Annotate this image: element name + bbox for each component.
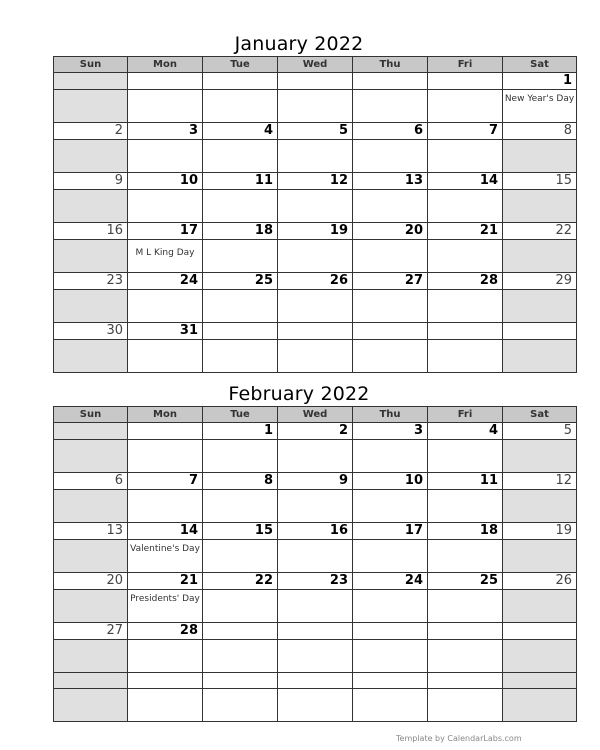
day-number: 10 [353,473,428,490]
day-cell [353,590,428,623]
day-cell [203,673,278,689]
day-number: 19 [503,523,577,540]
day-number: 21 [428,223,503,240]
weekday-header: Tue [203,407,278,423]
day-cell [503,240,577,273]
week-notes-row [54,340,577,373]
day-cell [128,190,203,223]
week-number-row [54,223,577,240]
day-cell [503,540,577,573]
day-number: 2 [54,123,128,140]
day-number: 1 [503,73,577,90]
day-cell [353,640,428,673]
day-cell [128,640,203,673]
weekday-header: Fri [428,57,503,73]
day-number: 9 [278,473,353,490]
day-number: 24 [128,273,203,290]
week-notes-row [54,90,577,123]
day-number [503,323,577,340]
weekday-header: Wed [278,57,353,73]
day-number [353,323,428,340]
day-number: 10 [128,173,203,190]
day-cell [503,640,577,673]
day-cell [503,440,577,473]
weekday-header: Mon [128,407,203,423]
month-title-february: February 2022 [228,383,370,405]
week-number-row [54,623,577,640]
week-number-row [54,273,577,290]
day-number [54,73,128,90]
day-number: 13 [54,523,128,540]
week-number-row [54,73,577,90]
day-cell [353,490,428,523]
day-number: 15 [203,523,278,540]
day-cell [503,490,577,523]
day-cell [54,540,128,573]
day-number: 11 [203,173,278,190]
day-cell [128,540,203,573]
weekday-header: Fri [428,407,503,423]
day-number: 24 [353,573,428,590]
day-number: 22 [203,573,278,590]
holiday-label: Presidents' Day [130,594,200,604]
week-notes-row [54,689,577,722]
day-number [203,323,278,340]
weekday-header: Mon [128,57,203,73]
day-cell [54,689,128,722]
day-number: 16 [54,223,128,240]
day-cell [203,540,278,573]
day-number: 4 [428,423,503,440]
day-cell [353,290,428,323]
day-number: 6 [54,473,128,490]
day-cell [428,689,503,722]
day-cell [54,440,128,473]
day-cell [128,90,203,123]
calendar-grid-january [53,56,577,373]
week-number-row [54,523,577,540]
weekday-header: Thu [353,57,428,73]
week-notes-row [54,240,577,273]
day-number [128,423,203,440]
day-cell [128,340,203,373]
week-notes-row [54,440,577,473]
day-cell [428,540,503,573]
day-cell [503,340,577,373]
day-cell [203,340,278,373]
day-number: 27 [353,273,428,290]
day-number: 18 [428,523,503,540]
day-cell [54,240,128,273]
day-cell [503,190,577,223]
day-cell [353,440,428,473]
day-number: 25 [203,273,278,290]
day-cell [203,590,278,623]
day-number: 22 [503,223,577,240]
holiday-label: Valentine's Day [130,544,200,554]
day-number [278,623,353,640]
day-cell [54,490,128,523]
day-cell [128,590,203,623]
day-number: 12 [278,173,353,190]
day-number: 4 [203,123,278,140]
day-number: 8 [503,123,577,140]
day-cell [54,290,128,323]
day-cell [203,190,278,223]
day-number [278,323,353,340]
week-notes-row [54,540,577,573]
day-cell [503,590,577,623]
day-cell [428,190,503,223]
day-cell [503,140,577,173]
day-cell [428,340,503,373]
holiday-label: M L King Day [135,248,195,258]
day-cell [128,689,203,722]
day-number: 23 [278,573,353,590]
day-number: 14 [128,523,203,540]
day-cell [428,90,503,123]
day-cell [353,140,428,173]
day-number: 6 [353,123,428,140]
day-cell [278,240,353,273]
week-number-row [54,423,577,440]
week-notes-row [54,490,577,523]
day-cell [203,290,278,323]
day-number: 15 [503,173,577,190]
day-number: 3 [128,123,203,140]
day-number [503,623,577,640]
day-number: 19 [278,223,353,240]
day-cell [54,590,128,623]
day-cell [353,190,428,223]
day-cell [278,689,353,722]
day-cell [278,540,353,573]
day-cell [278,590,353,623]
day-cell [278,490,353,523]
day-cell [128,290,203,323]
day-cell [428,290,503,323]
day-cell [54,640,128,673]
day-number [278,73,353,90]
week-notes-row [54,673,577,689]
day-number: 7 [428,123,503,140]
day-cell [278,340,353,373]
day-cell [278,673,353,689]
day-number: 14 [428,173,503,190]
day-cell [278,440,353,473]
day-cell [54,140,128,173]
calendar-grid-february [53,406,577,722]
day-number: 31 [128,323,203,340]
day-number: 7 [128,473,203,490]
day-cell [203,689,278,722]
day-number [428,623,503,640]
day-number [428,73,503,90]
week-number-row [54,573,577,590]
day-number [353,73,428,90]
week-notes-row [54,190,577,223]
day-cell [428,590,503,623]
day-number: 17 [353,523,428,540]
day-cell [203,640,278,673]
holiday-label: New Year's Day [504,94,575,104]
day-number: 5 [278,123,353,140]
day-number: 27 [54,623,128,640]
day-number: 29 [503,273,577,290]
footer-credit: Template by CalendarLabs.com [396,734,522,743]
day-number: 16 [278,523,353,540]
weekday-header-row [54,407,577,423]
day-cell [503,290,577,323]
day-number [428,323,503,340]
day-cell [203,440,278,473]
day-number: 9 [54,173,128,190]
day-cell [428,673,503,689]
day-number: 12 [503,473,577,490]
day-cell [353,673,428,689]
weekday-header: Tue [203,57,278,73]
weekday-header: Wed [278,407,353,423]
day-cell [503,673,577,689]
day-cell [428,440,503,473]
weekday-header: Sat [503,57,577,73]
day-cell [128,673,203,689]
week-number-row [54,323,577,340]
day-cell [428,490,503,523]
day-cell [353,540,428,573]
day-number [54,423,128,440]
day-cell [278,190,353,223]
day-number: 30 [54,323,128,340]
week-notes-row [54,590,577,623]
day-number: 28 [428,273,503,290]
day-cell [503,689,577,722]
day-number: 5 [503,423,577,440]
day-cell [128,140,203,173]
day-cell [54,190,128,223]
day-cell [278,90,353,123]
day-number: 21 [128,573,203,590]
week-notes-row [54,290,577,323]
day-cell [203,240,278,273]
day-number: 25 [428,573,503,590]
day-number [128,73,203,90]
day-number [353,623,428,640]
week-notes-row [54,640,577,673]
day-cell [278,640,353,673]
day-number: 1 [203,423,278,440]
day-cell [54,340,128,373]
day-number: 11 [428,473,503,490]
week-number-row [54,473,577,490]
day-cell [54,90,128,123]
day-cell [278,290,353,323]
day-number: 26 [503,573,577,590]
day-cell [428,640,503,673]
day-number: 28 [128,623,203,640]
day-number: 18 [203,223,278,240]
day-cell [353,340,428,373]
day-number: 3 [353,423,428,440]
day-number [203,623,278,640]
day-number: 8 [203,473,278,490]
day-cell [54,673,128,689]
day-number: 2 [278,423,353,440]
day-number: 26 [278,273,353,290]
week-notes-row [54,140,577,173]
day-number: 23 [54,273,128,290]
day-cell [128,440,203,473]
day-cell [353,90,428,123]
day-number: 17 [128,223,203,240]
day-number [203,73,278,90]
day-cell [428,140,503,173]
day-cell [428,240,503,273]
day-cell [203,490,278,523]
weekday-header: Thu [353,407,428,423]
day-cell [353,240,428,273]
week-number-row [54,173,577,190]
weekday-header: Sun [54,407,128,423]
day-cell [128,490,203,523]
day-cell [278,140,353,173]
day-cell [353,689,428,722]
day-number: 20 [353,223,428,240]
day-cell [203,140,278,173]
weekday-header: Sun [54,57,128,73]
day-number: 13 [353,173,428,190]
weekday-header: Sat [503,407,577,423]
weekday-header-row [54,57,577,73]
week-number-row [54,123,577,140]
day-cell [503,90,577,123]
day-number: 20 [54,573,128,590]
month-title-january: January 2022 [234,33,364,55]
day-cell [128,240,203,273]
day-cell [203,90,278,123]
